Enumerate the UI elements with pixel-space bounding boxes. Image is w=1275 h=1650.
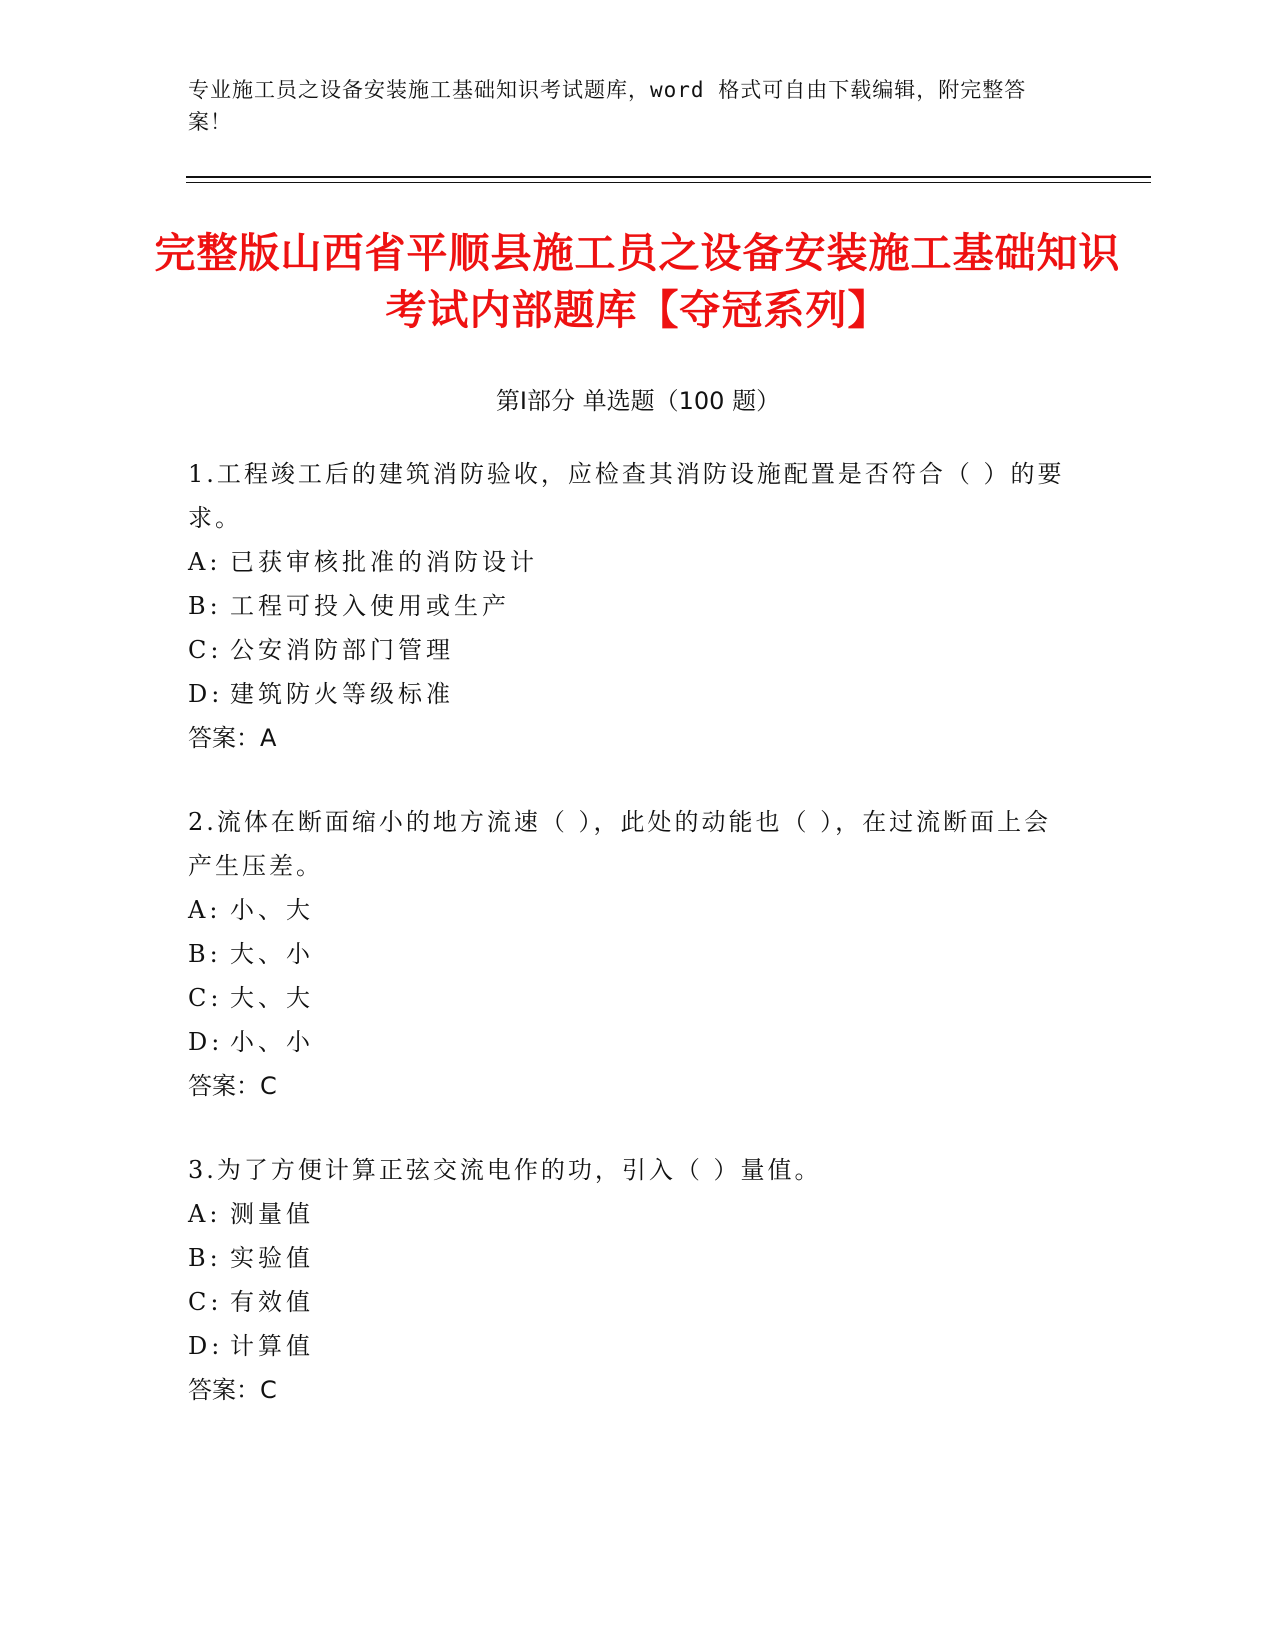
option-d — [188, 1324, 1068, 1368]
option-letter: C: — [188, 984, 223, 1012]
option-text: 大、小 — [230, 940, 314, 968]
option-text: 小、小 — [230, 1028, 314, 1056]
option-b — [188, 1236, 1068, 1280]
question-3 — [188, 1148, 1068, 1412]
option-text: 公安消防部门管理 — [230, 636, 454, 664]
option-text: 实验值 — [230, 1244, 314, 1272]
option-letter: D: — [188, 680, 224, 708]
option-text: 计算值 — [230, 1332, 314, 1360]
option-text: 已获审核批准的消防设计 — [230, 548, 538, 576]
option-letter: D: — [188, 1332, 224, 1360]
option-c — [188, 976, 1068, 1020]
option-text: 建筑防火等级标准 — [230, 680, 454, 708]
option-letter: B: — [188, 940, 222, 968]
option-letter: C: — [188, 1288, 223, 1316]
option-text: 有效值 — [230, 1288, 314, 1316]
section-heading: 第Ⅰ部分 单选题（100 题） — [495, 387, 781, 415]
answer-line: 答案：A — [188, 724, 277, 752]
question-stem: 1.工程竣工后的建筑消防验收，应检查其消防设施配置是否符合（ ）的要求。 — [188, 460, 1065, 532]
option-letter: A: — [188, 896, 222, 924]
question-stem: 3.为了方便计算正弦交流电作的功，引入（ ）量值。 — [188, 1156, 822, 1184]
option-a — [188, 888, 1068, 932]
option-text: 工程可投入使用或生产 — [230, 592, 510, 620]
option-text: 小、大 — [230, 896, 314, 924]
option-letter: D: — [188, 1028, 224, 1056]
option-b — [188, 932, 1068, 976]
option-text: 大、大 — [230, 984, 314, 1012]
option-letter: B: — [188, 592, 222, 620]
header-divider-thick — [186, 176, 1151, 178]
question-2 — [188, 800, 1068, 1108]
option-d — [188, 1020, 1068, 1064]
option-letter: A: — [188, 1200, 222, 1228]
question-1 — [188, 452, 1068, 760]
header-note: 专业施工员之设备安装施工基础知识考试题库，word 格式可自由下载编辑，附完整答案！ — [188, 78, 1027, 134]
option-d — [188, 672, 1068, 716]
header-divider-thin — [186, 182, 1151, 183]
option-letter: C: — [188, 636, 223, 664]
option-text: 测量值 — [230, 1200, 314, 1228]
question-stem: 2.流体在断面缩小的地方流速（ ），此处的动能也（ ），在过流断面上会产生压差。 — [188, 808, 1052, 880]
option-a — [188, 540, 1068, 584]
answer-line: 答案：C — [188, 1072, 277, 1100]
option-letter: B: — [188, 1244, 222, 1272]
option-b — [188, 584, 1068, 628]
option-c — [188, 1280, 1068, 1324]
option-c — [188, 628, 1068, 672]
option-a — [188, 1192, 1068, 1236]
document-title: 完整版山西省平顺县施工员之设备安装施工基础知识考试内部题库【夺冠系列】 — [154, 229, 1121, 334]
answer-line: 答案：C — [188, 1376, 277, 1404]
option-letter: A: — [188, 548, 222, 576]
